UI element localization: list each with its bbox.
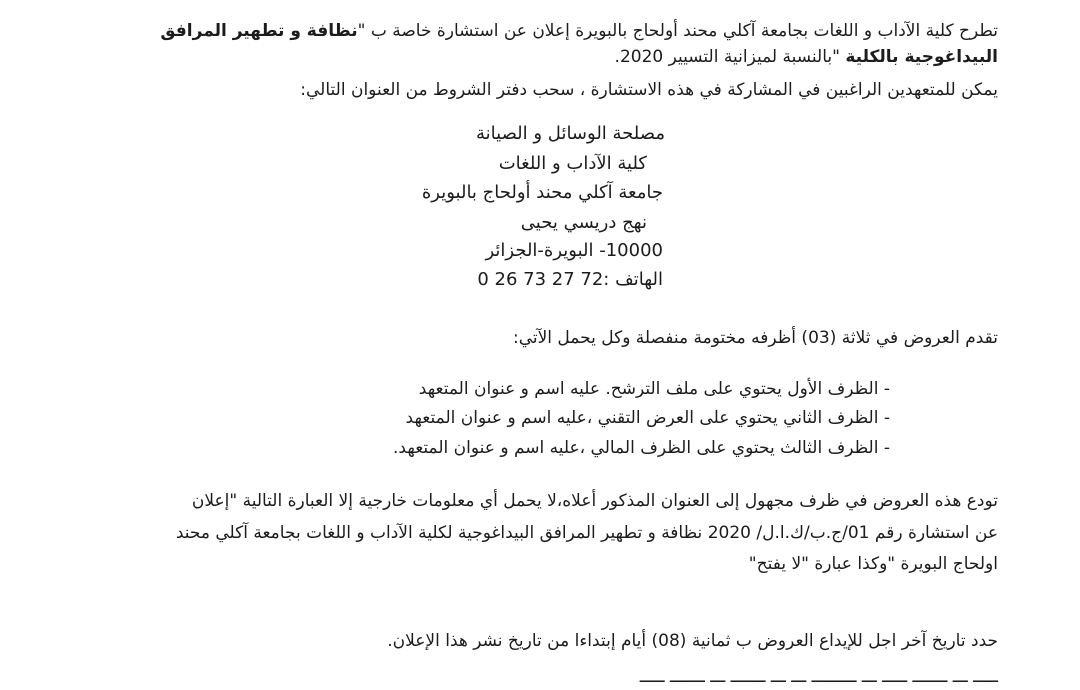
address-line-5: 10000- البويرة-الجزائر [485,240,663,261]
address-phone [477,269,663,291]
address-line-4: نهج دريسي يحيى [520,212,647,233]
phone-label: الهاتف : [603,269,663,290]
address-line-1: مصلحة الوسائل و الصيانة [476,123,665,144]
intro-line-2-bold: البيداغوجية بالكلية [845,47,998,67]
deposit-line-3: اولحاج البويرة "وكذا عبارة "لا يفتح" [748,554,998,574]
offers-bullet-3: - الظرف الثالث يحتوي على الظرف المالي ،عليه اسم و عنوان المتعهد. [393,438,890,458]
cropped-next-line: ـــــ ـــ ـــــــ ـــــ ـــ ـــــــــ ـــ ـــ ـــــــ ـــ ـــــــ ـــــ [639,667,998,687]
offers-intro: تقدم العروض في ثلاثة (03) أظرفه مختومة منفصلة وكل يحمل الآتي: [512,328,998,348]
intro-line-1-text: تطرح كلية الآداب و اللغات بجامعة آكلي محند أولحاج بالبويرة إعلان عن استشارة خاصة ب " [357,21,998,41]
intro-line-2 [615,46,998,68]
offers-bullet-1: - الظرف الأول يحتوي على ملف الترشح. عليه اسم و عنوان المتعهد [418,379,890,399]
intro-line-2-text: "بالنسبة لميزانية التسيير 2020. [614,47,846,67]
deposit-line-2: عن استشارة رقم 01/ج.ب/ك.ا.ل/ 2020 نظافة و تطهير المرافق البيداغوجية لكلية الآداب و اللغات بجامعة آكلي محند [175,523,998,543]
intro-line-3: يمكن للمتعهدين الراغبين في المشاركة في هذه الاستشارة ، سحب دفتر الشروط من العنوان التالي: [300,80,998,100]
offers-bullet-2: - الظرف الثاني يحتوي على العرض التقني ،عليه اسم و عنوان المتعهد [405,408,890,428]
address-line-3: جامعة آكلي محند أولحاج بالبويرة [421,182,663,203]
intro-line-1 [160,20,998,42]
intro-line-1-bold: نظافة و تطهير المرافق [160,21,358,41]
deposit-line-1: تودع هذه العروض في ظرف مجهول إلى العنوان المذكور أعلاه،لا يحمل أي معلومات خارجية إلا العبارة التالية "إعلان [191,491,998,511]
address-line-2: كلية الآداب و اللغات [498,153,647,174]
deadline-line-1: حدد تاريخ آخر اجل للإيداع العروض ب ثمانية (08) أيام إبتداءا من تاريخ نشر هذا الإعلان. [387,631,998,651]
phone-number: 0 26 73 27 72 [477,269,604,290]
